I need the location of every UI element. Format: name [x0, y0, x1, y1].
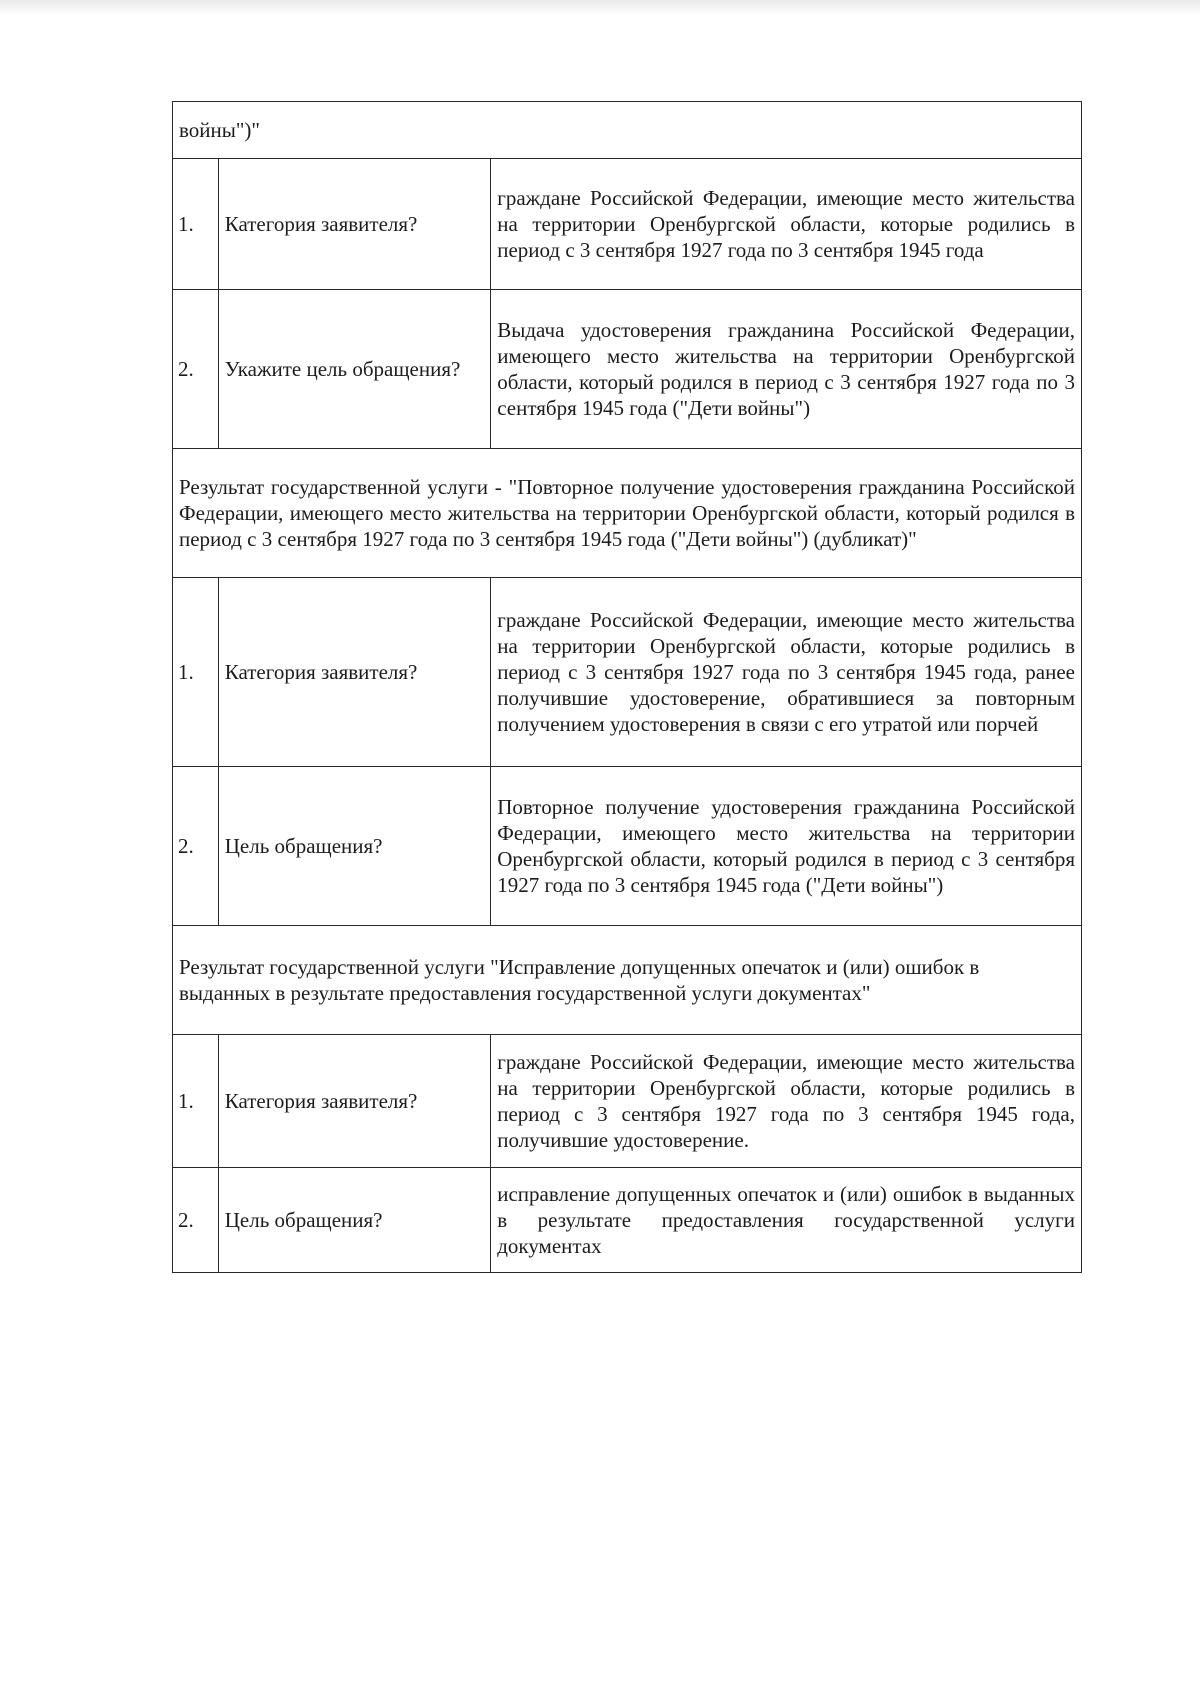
scan-edge-shadow: [0, 0, 1200, 16]
row-number: 2.: [173, 767, 219, 926]
table-row: [173, 767, 1082, 926]
table-row: [173, 578, 1082, 767]
row-answer: исправление допущенных опечаток и (или) ошибок в выданных в результате предоставления государственной услуги документах: [491, 1168, 1082, 1273]
row-question: Цель обращения?: [218, 767, 490, 926]
table-row: [173, 449, 1082, 578]
table-row: [173, 290, 1082, 449]
row-answer: граждане Российской Федерации, имеющие место жительства на территории Оренбургской области, которые родились в период с 3 сентября 1927 года по 3 сентября 1945 года: [491, 159, 1082, 290]
criteria-table: [172, 101, 1082, 1273]
row-answer: граждане Российской Федерации, имеющие место жительства на территории Оренбургской области, которые родились в период с 3 сентября 1927 года по 3 сентября 1945 года, получившие удостоверение.: [491, 1035, 1082, 1168]
row-answer: Выдача удостоверения гражданина Российской Федерации, имеющего место жительства на территории Оренбургской области, который родился в период с 3 сентября 1927 года по 3 сентября 1945 года ("Дети войны"): [491, 290, 1082, 449]
table-row: [173, 1035, 1082, 1168]
row-question: Цель обращения?: [218, 1168, 490, 1273]
row-question: Категория заявителя?: [218, 159, 490, 290]
section-heading-continuation: войны")": [173, 102, 1082, 159]
section-heading: Результат государственной услуги "Исправление допущенных опечаток и (или) ошибок в выданных в результате предоставления государственной услуги документах": [173, 926, 1082, 1035]
table-row: [173, 102, 1082, 159]
row-number: 1.: [173, 159, 219, 290]
table-row: [173, 159, 1082, 290]
table-row: [173, 926, 1082, 1035]
section-heading: Результат государственной услуги - "Повторное получение удостоверения гражданина Российской Федерации, имеющего место жительства на территории Оренбургской области, который родился в период с 3 сентября 1927 года по 3 сентября 1945 года ("Дети войны") (дубликат)": [173, 449, 1082, 578]
row-question: Категория заявителя?: [218, 1035, 490, 1168]
row-answer: Повторное получение удостоверения гражданина Российской Федерации, имеющего место жительства на территории Оренбургской области, который родился в период с 3 сентября 1927 года по 3 сентября 1945 года ("Дети войны"): [491, 767, 1082, 926]
row-number: 2.: [173, 290, 219, 449]
row-question: Укажите цель обращения?: [218, 290, 490, 449]
row-answer: граждане Российской Федерации, имеющие место жительства на территории Оренбургской области, которые родились в период с 3 сентября 1927 года по 3 сентября 1945 года, ранее получившие удостоверение, обратившиеся за повторным получением удостоверения в связи с его утратой или порчей: [491, 578, 1082, 767]
row-number: 1.: [173, 578, 219, 767]
table-row: [173, 1168, 1082, 1273]
row-number: 2.: [173, 1168, 219, 1273]
row-number: 1.: [173, 1035, 219, 1168]
row-question: Категория заявителя?: [218, 578, 490, 767]
